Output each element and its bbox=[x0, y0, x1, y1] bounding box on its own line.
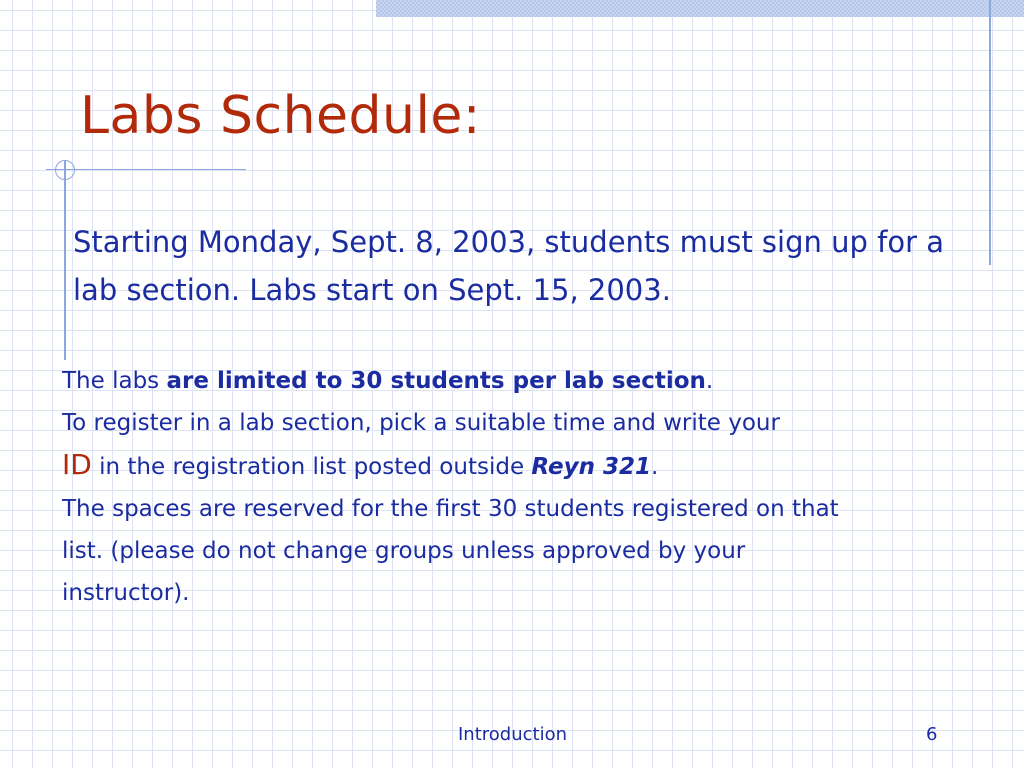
left-decorative-line bbox=[64, 160, 66, 360]
room-location: Reyn 321 bbox=[531, 454, 651, 480]
body-line-1 bbox=[62, 360, 962, 402]
body-line-3 bbox=[62, 444, 962, 488]
top-decorative-band bbox=[376, 0, 1024, 17]
body-line-2: To register in a lab section, pick a suitable time and write your bbox=[62, 410, 780, 436]
id-highlight: ID bbox=[62, 448, 92, 481]
body-line-5: list. (please do not change groups unless approved by your bbox=[62, 538, 746, 564]
page-number: 6 bbox=[926, 724, 938, 745]
body-line-1-text: The labs bbox=[62, 368, 167, 394]
body-line-4: The spaces are reserved for the first 30 students registered on that bbox=[62, 496, 839, 522]
limit-emphasis: are limited to 30 students per lab section bbox=[166, 368, 706, 394]
intro-paragraph: Starting Monday, Sept. 8, 2003, students must sign up for a lab section. Labs start on Sept. 15, 2003. bbox=[73, 225, 944, 307]
title-ornament-circle bbox=[55, 160, 75, 180]
body-line-3-end: . bbox=[650, 454, 659, 480]
title-underline bbox=[46, 169, 246, 170]
body-line-1-end: . bbox=[705, 368, 714, 394]
body-text bbox=[62, 360, 962, 614]
body-line-3-text: in the registration list posted outside bbox=[91, 454, 532, 480]
footer-section-label: Introduction bbox=[458, 724, 568, 745]
slide-title: Labs Schedule: bbox=[80, 86, 481, 146]
right-decorative-line bbox=[989, 0, 991, 265]
body-line-6: instructor). bbox=[62, 580, 190, 606]
